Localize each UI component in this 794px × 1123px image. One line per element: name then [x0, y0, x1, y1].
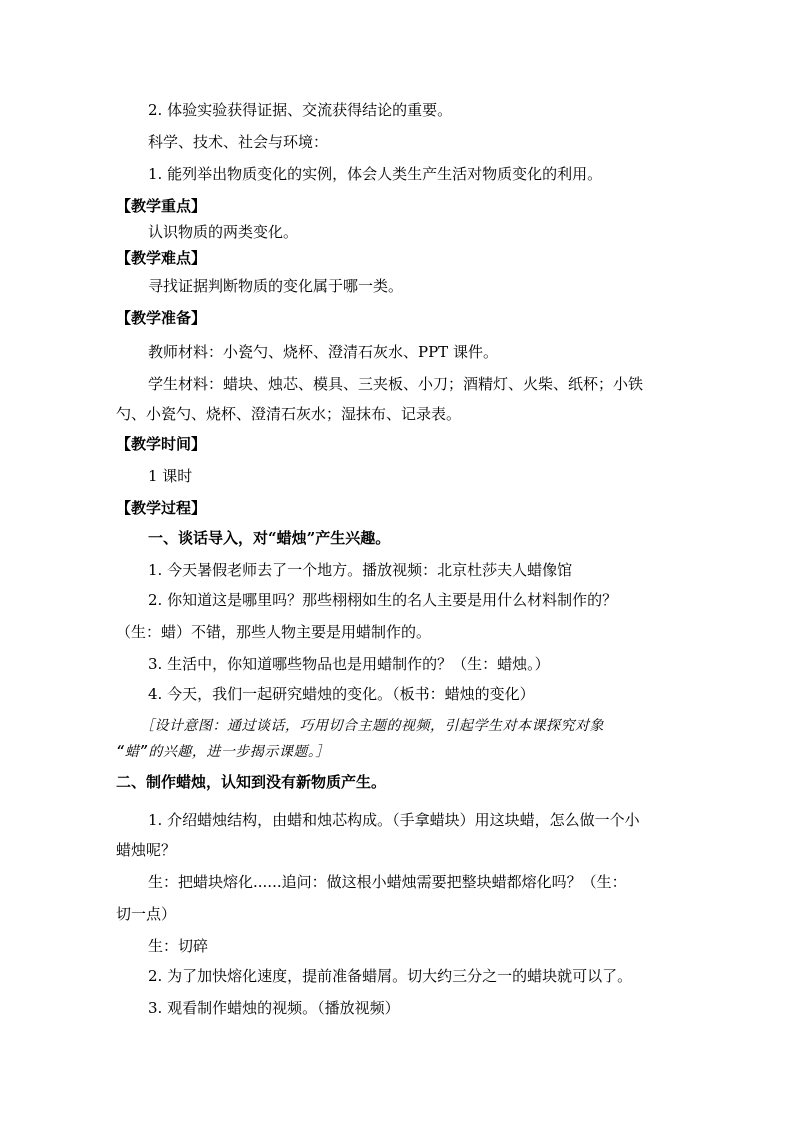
heading-time: 【教学时间】	[116, 435, 207, 453]
sts-item-1: 1. 能列举出物质变化的实例，体会人类生产生活对物质变化的利用。	[148, 165, 603, 183]
student-answer-1: 生：把蜡块熔化......追问：做这根小蜡烛需要把整块蜡都熔化吗？（生：	[148, 873, 627, 891]
time-text: 1 课时	[148, 467, 193, 485]
student-materials-2: 勺、小瓷勺、烧杯、澄清石灰水；湿抹布、记录表。	[116, 405, 462, 423]
part-2-step-2: 2. 为了加快熔化速度，提前准备蜡屑。切大约三分之一的蜡块就可以了。	[148, 967, 633, 985]
objective-2: 2. 体验实验获得证据、交流获得结论的重要。	[148, 101, 453, 119]
teacher-materials: 教师材料：小瓷勺、烧杯、澄清石灰水、PPT 课件。	[148, 343, 498, 361]
student-answer-2: 生：切碎	[148, 937, 209, 955]
student-materials-1: 学生材料：蜡块、烛芯、模具、三夹板、小刀；酒精灯、火柴、纸杯；小铁	[148, 375, 644, 393]
key-points-text: 认识物质的两类变化。	[148, 223, 299, 241]
part-1-step-3: 3. 生活中，你知道哪些物品也是用蜡制作的？（生：蜡烛。）	[148, 655, 550, 673]
part-2-step-3: 3. 观看制作蜡烛的视频。（播放视频）	[148, 999, 400, 1017]
design-intent-1: ［设计意图：通过谈话，巧用切合主题的视频，引起学生对本课探究对象	[140, 718, 604, 734]
part-2-step-1: 1. 介绍蜡烛结构，由蜡和烛芯构成。（手拿蜡块）用这块蜡，怎么做一个小	[148, 811, 640, 829]
heading-process: 【教学过程】	[116, 499, 207, 517]
part-1-step-1: 1. 今天暑假老师去了一个地方。播放视频：北京杜莎夫人蜡像馆	[148, 561, 573, 579]
design-intent-2: “蜡”的兴趣，进一步揭示课题。］	[116, 744, 330, 760]
difficulty-text: 寻找证据判断物质的变化属于哪一类。	[148, 277, 404, 295]
heading-preparation: 【教学准备】	[116, 309, 207, 327]
heading-difficulty: 【教学难点】	[116, 249, 207, 267]
part-1-step-2: 2. 你知道这是哪里吗？那些栩栩如生的名人主要是用什么材料制作的？	[148, 591, 618, 609]
part-2-title: 二、制作蜡烛，认知到没有新物质产生。	[116, 773, 387, 791]
part-2-step-1-cont: 蜡烛呢？	[116, 841, 177, 859]
part-1-title: 一、谈话导入，对“蜡烛”产生兴趣。	[148, 529, 391, 547]
student-answer-1-cont: 切一点）	[116, 905, 177, 923]
section-sts: 科学、技术、社会与环境：	[148, 133, 329, 151]
part-1-step-4: 4. 今天，我们一起研究蜡烛的变化。（板书：蜡烛的变化）	[148, 685, 535, 703]
part-1-step-2-cont: （生：蜡）不错，那些人物主要是用蜡制作的。	[116, 623, 432, 641]
heading-key-points: 【教学重点】	[116, 197, 207, 215]
